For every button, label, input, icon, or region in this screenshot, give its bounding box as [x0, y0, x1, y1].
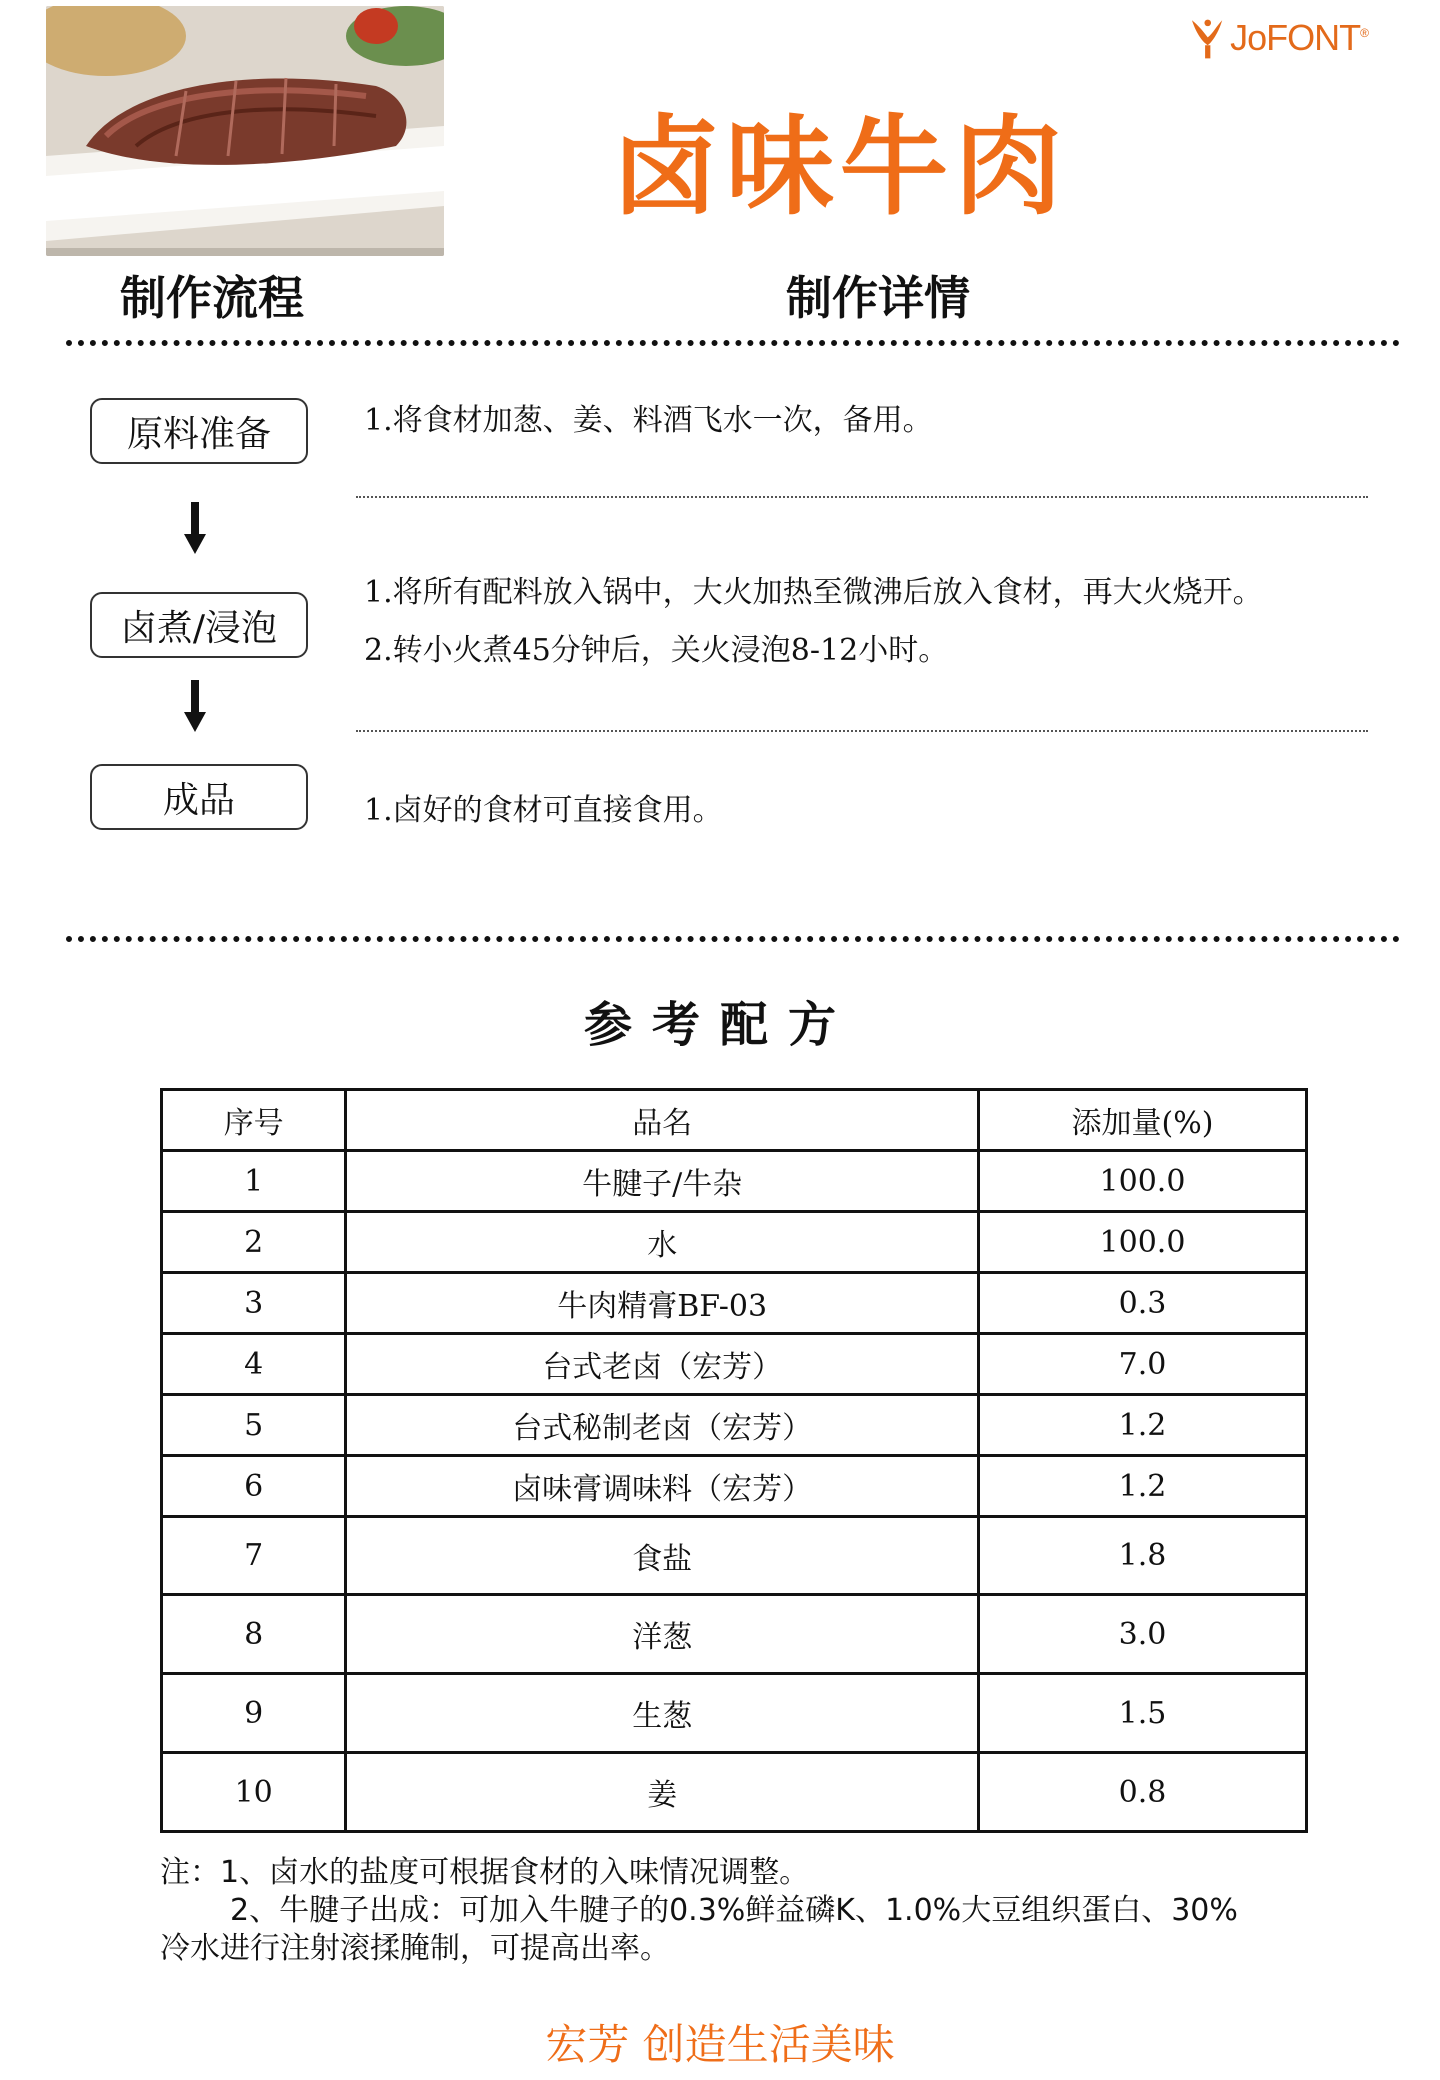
cell-name: 水 — [346, 1212, 979, 1273]
header-amount: 添加量(%) — [978, 1090, 1306, 1151]
cell-index: 6 — [162, 1456, 346, 1517]
detail-line: 1.卤好的食材可直接食用。 — [364, 793, 723, 828]
logo-text: JoFONT® — [1230, 17, 1368, 58]
cell-amount: 0.8 — [978, 1753, 1306, 1832]
jofont-logo-icon — [1188, 5, 1226, 71]
detail-line: 1.将所有配料放入锅中，大火加热至微沸后放入食材，再大火烧开。 — [364, 575, 1263, 610]
section-divider — [66, 340, 1400, 346]
cell-index: 4 — [162, 1334, 346, 1395]
cell-index: 5 — [162, 1395, 346, 1456]
note-line: 冷水进行注射滚揉腌制，可提高出率。 — [160, 1931, 670, 1966]
cell-index: 7 — [162, 1517, 346, 1595]
cell-amount: 1.8 — [978, 1517, 1306, 1595]
section-divider — [66, 936, 1400, 942]
formula-title: 参考配方 — [583, 997, 856, 1053]
cell-amount: 7.0 — [978, 1334, 1306, 1395]
cell-name: 台式秘制老卤（宏芳） — [346, 1395, 979, 1456]
cell-amount: 1.2 — [978, 1395, 1306, 1456]
table-row — [162, 1395, 1307, 1456]
cell-amount: 3.0 — [978, 1595, 1306, 1674]
table-row — [162, 1674, 1307, 1753]
cell-name: 姜 — [346, 1753, 979, 1832]
cell-amount: 1.2 — [978, 1456, 1306, 1517]
cell-amount: 0.3 — [978, 1273, 1306, 1334]
table-row — [162, 1753, 1307, 1832]
table-row — [162, 1334, 1307, 1395]
notes — [160, 1854, 1320, 1968]
header-name: 品名 — [346, 1090, 979, 1151]
cell-name: 牛肉精膏BF-03 — [346, 1273, 979, 1334]
step-divider — [356, 730, 1368, 732]
cell-amount: 100.0 — [978, 1212, 1306, 1273]
down-arrow-icon — [184, 502, 206, 554]
brand-logo — [1188, 2, 1368, 74]
table-row — [162, 1273, 1307, 1334]
table-row — [162, 1517, 1307, 1595]
cell-index: 9 — [162, 1674, 346, 1753]
detail-line: 2.转小火煮45分钟后，关火浸泡8-12小时。 — [364, 633, 949, 668]
detail-heading: 制作详情 — [786, 271, 970, 325]
process-heading: 制作流程 — [120, 271, 304, 325]
table-row — [162, 1151, 1307, 1212]
note-line: 2、牛腱子出成：可加入牛腱子的0.3%鲜益磷K、1.0%大豆组织蛋白、30% — [230, 1893, 1238, 1928]
detail-line: 1.将食材加葱、姜、料酒飞水一次，备用。 — [364, 403, 933, 438]
cell-name: 牛腱子/牛杂 — [346, 1151, 979, 1212]
cell-index: 1 — [162, 1151, 346, 1212]
cell-index: 3 — [162, 1273, 346, 1334]
step-detail-finished — [364, 782, 723, 840]
cell-index: 10 — [162, 1753, 346, 1832]
step-box-braise: 卤煮/浸泡 — [90, 592, 308, 658]
sliced-braised-beef-photo — [46, 6, 444, 256]
cell-index: 8 — [162, 1595, 346, 1674]
step-box-finished: 成品 — [90, 764, 308, 830]
cell-name: 台式老卤（宏芳） — [346, 1334, 979, 1395]
dish-photo — [46, 6, 444, 256]
cell-name: 洋葱 — [346, 1595, 979, 1674]
note-line: 注：1、卤水的盐度可根据食材的入味情况调整。 — [160, 1855, 810, 1890]
formula-table — [160, 1088, 1308, 1833]
cell-amount: 1.5 — [978, 1674, 1306, 1753]
cell-amount: 100.0 — [978, 1151, 1306, 1212]
cell-name: 食盐 — [346, 1517, 979, 1595]
table-header-row — [162, 1090, 1307, 1151]
step-detail-prep — [364, 392, 933, 450]
step-divider — [356, 496, 1368, 498]
cell-name: 卤味膏调味料（宏芳） — [346, 1456, 979, 1517]
step-detail-braise — [364, 564, 1263, 680]
header-index: 序号 — [162, 1090, 346, 1151]
table-row — [162, 1456, 1307, 1517]
page-title: 卤味牛肉 — [611, 105, 1068, 230]
table-row — [162, 1212, 1307, 1273]
down-arrow-icon — [184, 680, 206, 732]
table-row — [162, 1595, 1307, 1674]
step-box-prep: 原料准备 — [90, 398, 308, 464]
cell-index: 2 — [162, 1212, 346, 1273]
brand-slogan: 宏芳 创造生活美味 — [545, 2020, 895, 2069]
cell-name: 生葱 — [346, 1674, 979, 1753]
